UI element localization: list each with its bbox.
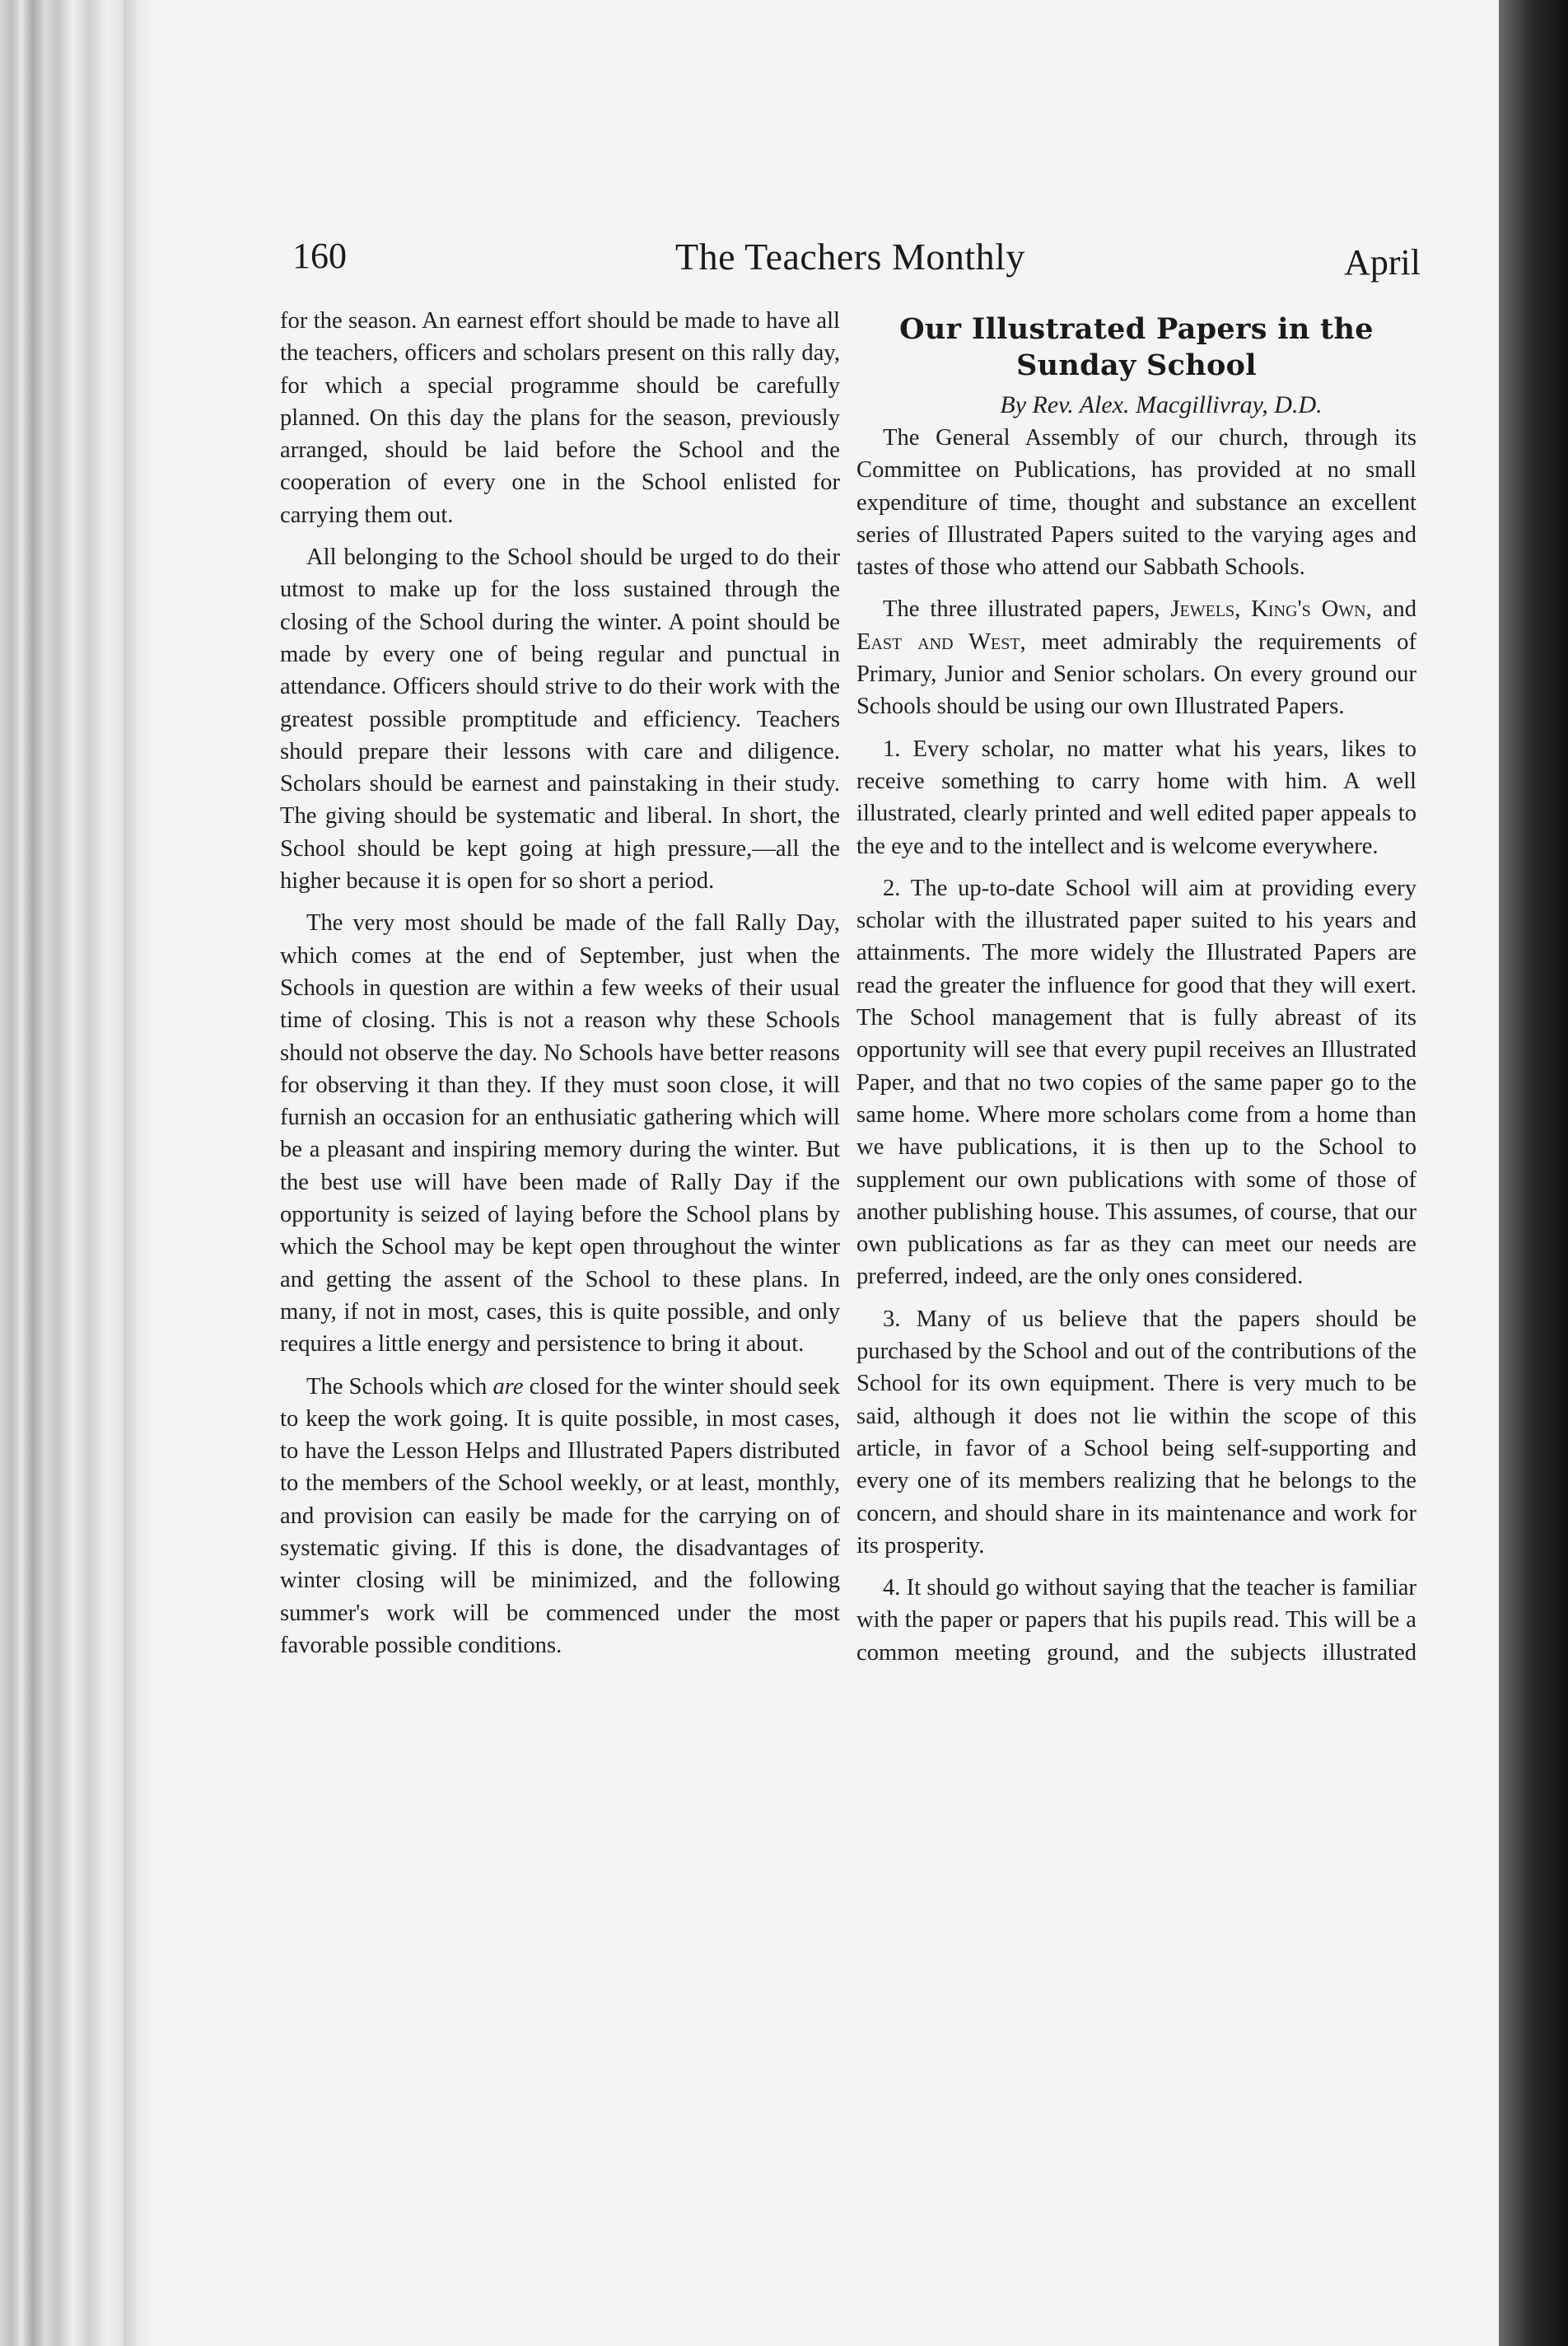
emphasis: are [492, 1373, 524, 1400]
paragraph: 2. The up-to-date School will aim at providing every scholar with the illustrated paper suited to his years and attainments. The more widely the Illustrated Papers are read the greater the influence for good that they will exert. The School management that is fully abreast of its opportunity will see that every pupil receives an Illustrated Paper, and that no two copies of the same paper go to the same home. Where more scholars come from a home than we have publications, it is then up to the School to supplement our own publications with some of those of another publishing house. This assumes, of course, that our own publications as far as they can meet our needs are preferred, indeed, are the only ones considered. [856, 875, 1416, 1290]
byline: By Rev. Alex. Macgillivray, D.D. [1000, 391, 1323, 418]
book-binding-edge [0, 0, 140, 2346]
paragraph: The General Assembly of our church, through its Committee on Publications, has provided at no small expenditure of time, thought and substance an excellent series of Illustrated Papers suited to the varying ages and tastes of those who attend our Sabbath Schools. [856, 425, 1416, 581]
paragraph: The very most should be made of the fall Rally Day, which comes at the end of September, just when the Schools in question are within a few weeks of their usual time of closing. This is not a reason why these Schools should not observe the day. No Schools have better reasons for observing it than they. If they must soon close, it will furnish an occasion for an enthusiatic gathering which will be a pleasant and inspiring memory during the winter. But the best use will have been made of Rally Day if the opportunity is seized of laying before the School plans by which the School may be kept open throughout the winter and getting the assent of the School to these plans. In many, if not in most, cases, this is quite possible, and only requires a little energy and persistence to bring it about. [280, 910, 840, 1358]
paragraph: All belonging to the School should be urged to do their utmost to make up for the loss sustained through the closing of the School during the winter. A point should be made by every one of being regular and punctual in attendance. Officers should strive to do their work with the greatest possible promptitude and efficiency. Teachers should prepare their lessons with care and diligence. Scholars should be earnest and painstaking in their study. The giving should be systematic and liberal. In short, the School should be kept going at high pressure,—all the higher because it is open for so short a period. [280, 544, 840, 895]
gutter-shadow [124, 0, 156, 2346]
article-title: Our Illustrated Papers in the Sunday School [899, 312, 1374, 382]
issue-month: April [1344, 242, 1421, 283]
text-run: , [1234, 596, 1252, 623]
journal-title: The Teachers Monthly [675, 236, 1025, 278]
paragraph [280, 1371, 840, 1662]
paragraph: for the season. An earnest effort should be made to have all the teachers, officers and scholars present on this rally day, for which a special programme should be carefully planned. On this day the plans for the season, previously arranged, should be laid before the School and the cooperation of every one in the School enlisted for carrying them out. [280, 308, 840, 528]
paragraph: 4. It should go without saying that the teacher is familiar with the paper or papers that his pupils read. This will be a common meeting ground, and the subjects illustrated [856, 1575, 1416, 1666]
background-right-edge [1499, 0, 1568, 2346]
text-run: closed for the winter should seek to keep the work going. It is quite possible, in most cases, to have the Lesson Helps and Illustrated Papers distributed to the members of the School weekly, or at least, monthly, and provision can easily be made for the carrying on of systematic giving. If this is done, the disadvantages of winter closing will be minimized, and the following summer's work will be commenced under the most favorable possible conditions. [280, 1373, 841, 1658]
paper-name-jewels: Jewels [1170, 596, 1235, 623]
text-run: The Schools which [306, 1373, 493, 1400]
text-run: , and [1365, 596, 1416, 623]
paper-name-kings-own: King's Own [1251, 596, 1366, 623]
right-column [856, 305, 1416, 1669]
paragraph: 1. Every scholar, no matter what his years, likes to receive something to carry home with him. A well illustrated, clearly printed and well edited paper appeals to the eye and to the intellect and is welcome everywhere. [856, 736, 1416, 859]
text-run: , meet admirably the requirements of Primary, Junior and Senior scholars. On every ground our Schools should be using our own Illustrated Papers. [856, 629, 1416, 720]
paragraph: 3. Many of us believe that the papers should be purchased by the School and out of the contributions of the School for its own equipment. There is very much to be said, although it does not lie within the scope of this article, in favor of a School being self-supporting and every one of its members realizing that he belongs to the concern, and should share in its maintenance and work for its prosperity. [856, 1306, 1416, 1559]
paragraph [856, 593, 1416, 722]
page-number: 160 [292, 236, 347, 276]
text-run: The three illustrated papers, [883, 596, 1171, 623]
paper-name-east-and-west: East and West [856, 629, 1020, 655]
running-header [292, 235, 1421, 292]
left-column [280, 305, 840, 1661]
